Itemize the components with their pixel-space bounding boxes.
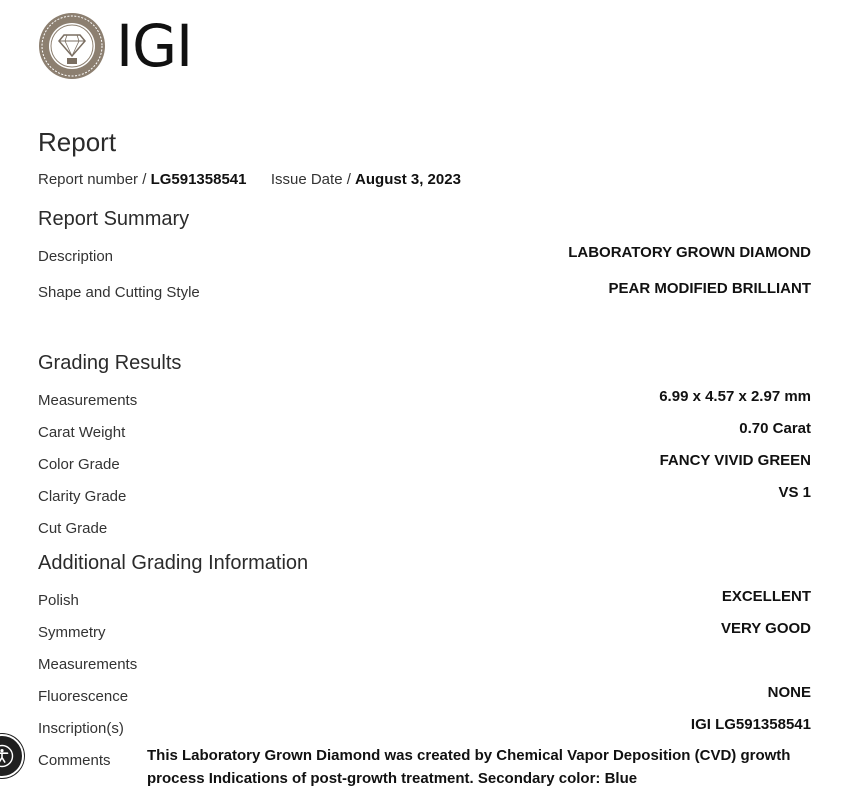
- row-label: Measurements: [38, 392, 138, 409]
- grading-row-carat-weight: [38, 421, 811, 443]
- grading-row-color-grade: [38, 453, 811, 475]
- row-value: VS 1: [778, 484, 811, 501]
- additional-row-inscriptions: [38, 717, 811, 739]
- row-value: FANCY VIVID GREEN: [659, 452, 811, 469]
- summary-row-shape: [38, 281, 811, 303]
- additional-row-symmetry: [38, 621, 811, 643]
- row-value: EXCELLENT: [721, 588, 811, 605]
- accessibility-button[interactable]: [0, 734, 24, 778]
- accessibility-icon: [0, 744, 14, 768]
- row-value: NONE: [767, 684, 811, 701]
- row-label: Inscription(s): [38, 720, 124, 737]
- row-value: 6.99 x 4.57 x 2.97 mm: [659, 388, 811, 405]
- report-number-value: LG591358541: [150, 171, 247, 188]
- igi-seal-icon: [38, 12, 106, 80]
- row-label: Shape and Cutting Style: [38, 284, 200, 301]
- row-label: Carat Weight: [38, 424, 126, 441]
- row-label: Cut Grade: [38, 520, 108, 537]
- brand-logo: [38, 12, 192, 80]
- summary-row-description: [38, 245, 811, 267]
- row-label: Measurements: [38, 656, 138, 673]
- report-meta: [38, 171, 461, 188]
- grading-row-clarity-grade: [38, 485, 811, 507]
- grading-row-measurements: [38, 389, 811, 411]
- brand-wordmark: IGI: [116, 12, 193, 80]
- additional-row-fluorescence: [38, 685, 811, 707]
- row-value: PEAR MODIFIED BRILLIANT: [608, 280, 811, 297]
- row-label: Clarity Grade: [38, 488, 127, 505]
- additional-row-comments: [38, 744, 811, 794]
- row-label: Description: [38, 248, 114, 265]
- issue-date-label: Issue Date /: [270, 171, 351, 188]
- report-number-label: Report number /: [38, 171, 147, 188]
- grading-row-cut-grade: [38, 517, 811, 539]
- row-label: Color Grade: [38, 456, 120, 473]
- additional-row-polish: [38, 589, 811, 611]
- row-label: Fluorescence: [38, 688, 129, 705]
- section-title-additional-grading: Additional Grading Information: [38, 552, 309, 574]
- row-value: LABORATORY GROWN DIAMOND: [568, 244, 811, 261]
- report-title: Report: [38, 127, 117, 157]
- section-title-grading-results: Grading Results: [38, 352, 182, 374]
- section-title-report-summary: Report Summary: [38, 208, 190, 230]
- comments-label: Comments: [38, 752, 111, 769]
- additional-row-measurements: [38, 653, 811, 675]
- row-label: Symmetry: [38, 624, 106, 641]
- row-value: 0.70 Carat: [739, 420, 811, 437]
- row-value: IGI LG591358541: [690, 716, 811, 733]
- row-label: Polish: [38, 592, 79, 609]
- issue-date-value: August 3, 2023: [355, 171, 461, 188]
- row-value: VERY GOOD: [720, 620, 811, 637]
- comments-text: This Laboratory Grown Diamond was created by Chemical Vapor Deposition (CVD) growth process Indications of post-growth treatment. Secondary color: Blue: [147, 747, 791, 787]
